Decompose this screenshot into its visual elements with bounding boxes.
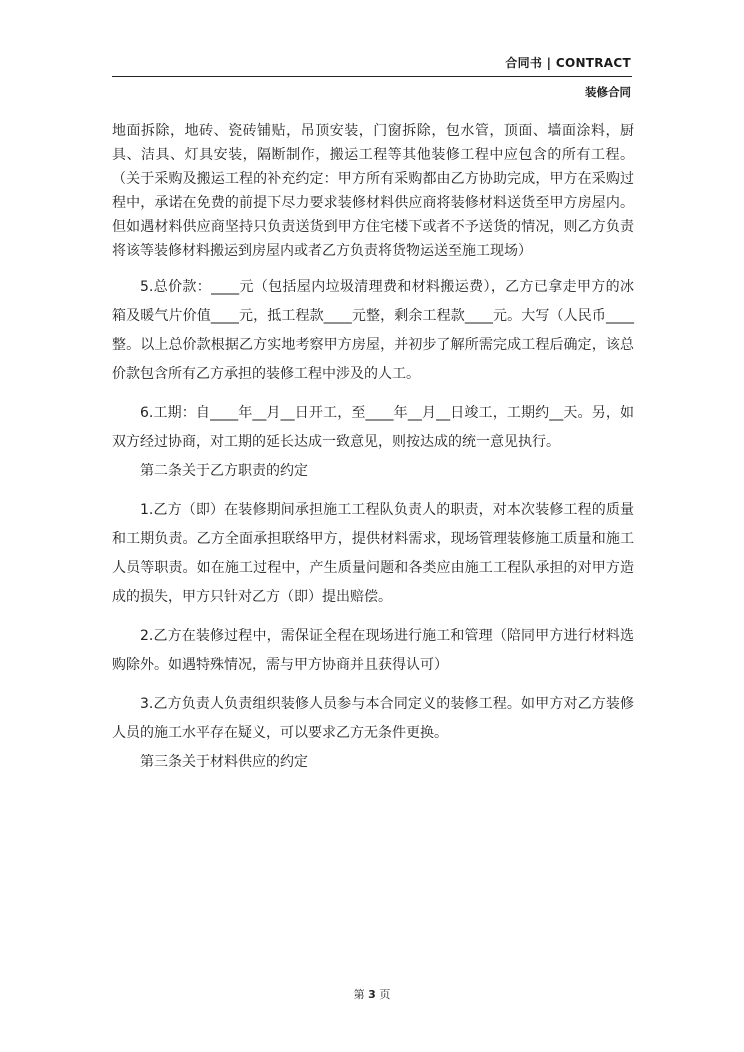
section-heading-article-2: 第二条关于乙方职责的约定 [140, 463, 308, 479]
paragraph-gap [112, 486, 634, 496]
paragraph-party-b-duty-2: 2.乙方在装修过程中，需保证全程在现场进行施工和管理（陪同甲方进行材料选购除外。如遇特殊情况，需与甲方协商并且获得认可） [112, 628, 634, 673]
paragraph-total-price: 5.总价款：____元（包括屋内垃圾清理费和材料搬运费），乙方已拿走甲方的冰箱及暖气片价值____元，抵工程款____元整，剩余工程款____元。大写（人民币____整。以上总价款根据乙方实地考察甲方房屋，并初步了解所需完成工程后确定，该总价款包含所有乙方承担的装修工程中涉及的人工。 [112, 279, 634, 382]
paragraph-gap [112, 612, 634, 622]
document-header-title: 合同书 | CONTRACT [505, 56, 631, 70]
page-number-prefix: 第 [353, 988, 365, 1001]
page-number-suffix: 页 [379, 988, 391, 1001]
paragraph-scope-of-work: 地面拆除，地砖、瓷砖铺贴，吊顶安装，门窗拆除，包水管，顶面、墙面涂料，厨具、洁具、灯具安装，隔断制作，搬运工程等其他装修工程中应包含的所有工程。（关于采购及搬运工程的补充约定：甲方所有采购都由乙方协助完成，甲方在采购过程中，承诺在免费的前提下尽力要求装修材料供应商将装修材料送货至甲方房屋内。但如遇材料供应商坚持只负责送货到甲方住宅楼下或者不予送货的情况，则乙方负责将该等装修材料搬运到房屋内或者乙方负责将货物运送至施工现场） [112, 123, 634, 259]
paragraph-schedule: 6.工期：自____年__月__日开工，至____年__月__日竣工，工期约__天。另，如双方经过协商，对工期的延长达成一致意见，则按达成的统一意见执行。 [112, 405, 634, 450]
paragraph-gap [112, 263, 634, 273]
header-divider [112, 76, 632, 77]
page-number: 3 [368, 988, 376, 1001]
document-body [112, 119, 634, 777]
document-header-subtitle: 装修合同 [585, 85, 631, 99]
page-footer [0, 986, 744, 1002]
paragraph-party-b-duty-3: 3.乙方负责人负责组织装修人员参与本合同定义的装修工程。如甲方对乙方装修人员的施工水平存在疑义，可以要求乙方无条件更换。 [112, 696, 634, 741]
paragraph-gap [112, 389, 634, 399]
paragraph-gap [112, 680, 634, 690]
paragraph-party-b-duty-1: 1.乙方（即）在装修期间承担施工工程队负责人的职责，对本次装修工程的质量和工期负责。乙方全面承担联络甲方，提供材料需求，现场管理装修施工质量和施工人员等职责。如在施工过程中，产生质量问题和各类应由施工工程队承担的对甲方造成的损失，甲方只针对乙方（即）提出赔偿。 [112, 502, 634, 605]
section-heading-article-3: 第三条关于材料供应的约定 [140, 754, 308, 770]
